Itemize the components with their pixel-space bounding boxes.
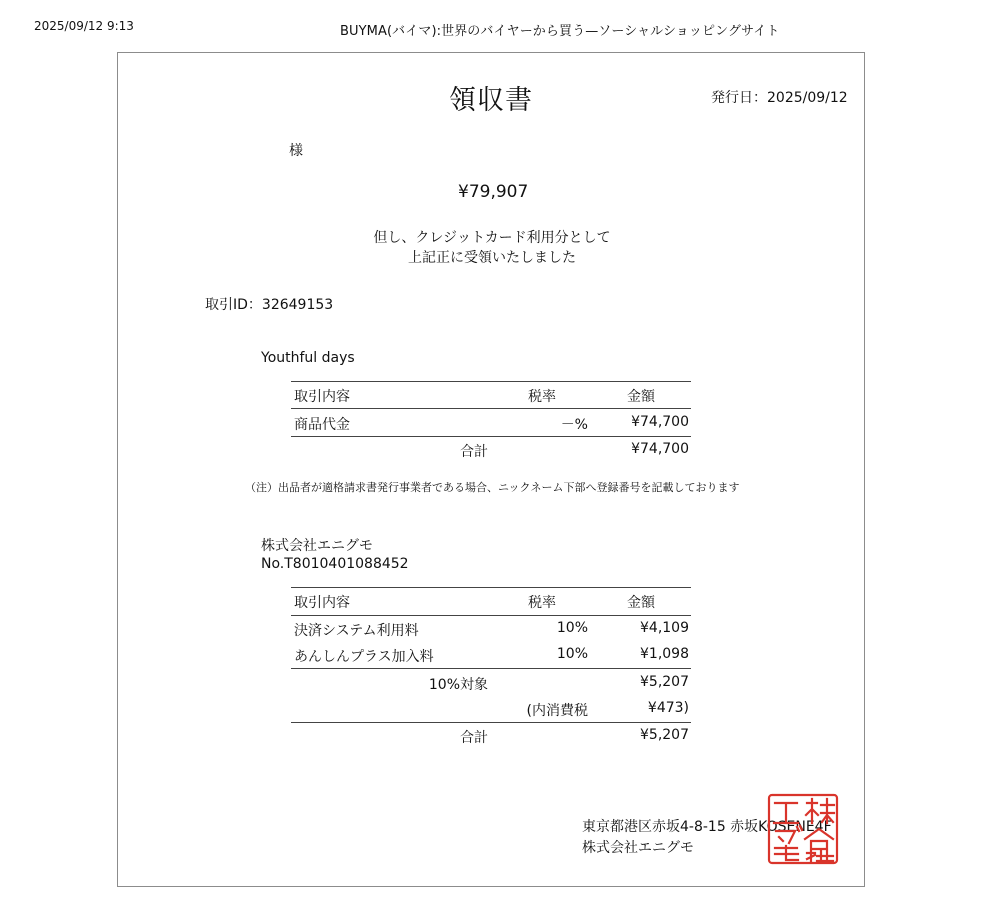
row-item: 商品代金	[294, 417, 350, 433]
total-label: 合計	[460, 444, 488, 460]
row-amount: ¥74,700	[631, 414, 689, 430]
table-rule	[291, 381, 691, 382]
tax-label: (内消費税	[526, 703, 588, 719]
row-amount: ¥4,109	[640, 620, 689, 636]
page-header-title: BUYMA(バイマ):世界のバイヤーから買う—ソーシャルショッピングサイト	[340, 24, 780, 39]
registration-number: No.T8010401088452	[261, 556, 409, 572]
table-rule	[291, 668, 691, 669]
seller-name: Youthful days	[261, 350, 355, 366]
column-header-amount: 金額	[627, 389, 655, 405]
column-header-item: 取引内容	[294, 389, 350, 405]
row-rate: 10%	[556, 646, 588, 662]
total-amount: ¥79,907	[458, 182, 529, 202]
row-item: 決済システム利用料	[294, 623, 419, 639]
column-header-item: 取引内容	[294, 595, 350, 611]
table-rule	[291, 722, 691, 723]
tax-value: ¥473)	[647, 700, 689, 716]
receipt-title: 領収書	[449, 85, 533, 116]
row-rate: －%	[560, 417, 588, 433]
table-rule	[291, 615, 691, 616]
receipt-note-line-2: 上記正に受領いたしました	[408, 250, 576, 266]
table-rule	[291, 436, 691, 437]
column-header-rate: 税率	[528, 595, 556, 611]
table-rule	[291, 587, 691, 588]
subtotal-value: ¥5,207	[640, 674, 689, 690]
receipt-note-line-1: 但し、クレジットカード利用分として	[373, 230, 611, 246]
row-amount: ¥1,098	[640, 646, 689, 662]
footer-company-name: 株式会社エニグモ	[582, 840, 694, 856]
company-address: 東京都港区赤坂4-8-15 赤坂KOSENE4F	[582, 819, 832, 835]
table-rule	[291, 408, 691, 409]
total-value: ¥5,207	[640, 727, 689, 743]
total-value: ¥74,700	[631, 441, 689, 457]
total-label: 合計	[460, 730, 488, 746]
recipient-name: 様	[289, 143, 303, 159]
row-rate: 10%	[556, 620, 588, 636]
column-header-rate: 税率	[528, 389, 556, 405]
receipt-frame	[117, 52, 865, 887]
row-item: あんしんプラス加入料	[294, 649, 434, 665]
company-seal-stamp	[767, 793, 839, 865]
disclaimer-note: （注）出品者が適格請求書発行事業者である場合、ニックネーム下部へ登録番号を記載しております	[245, 481, 740, 494]
print-datetime: 2025/09/12 9:13	[34, 19, 134, 33]
subtotal-label: 10%対象	[428, 677, 488, 693]
transaction-id: 取引ID：32649153	[205, 297, 334, 313]
issue-date: 発行日：2025/09/12	[711, 90, 848, 106]
company-name: 株式会社エニグモ	[261, 538, 373, 554]
column-header-amount: 金額	[627, 595, 655, 611]
